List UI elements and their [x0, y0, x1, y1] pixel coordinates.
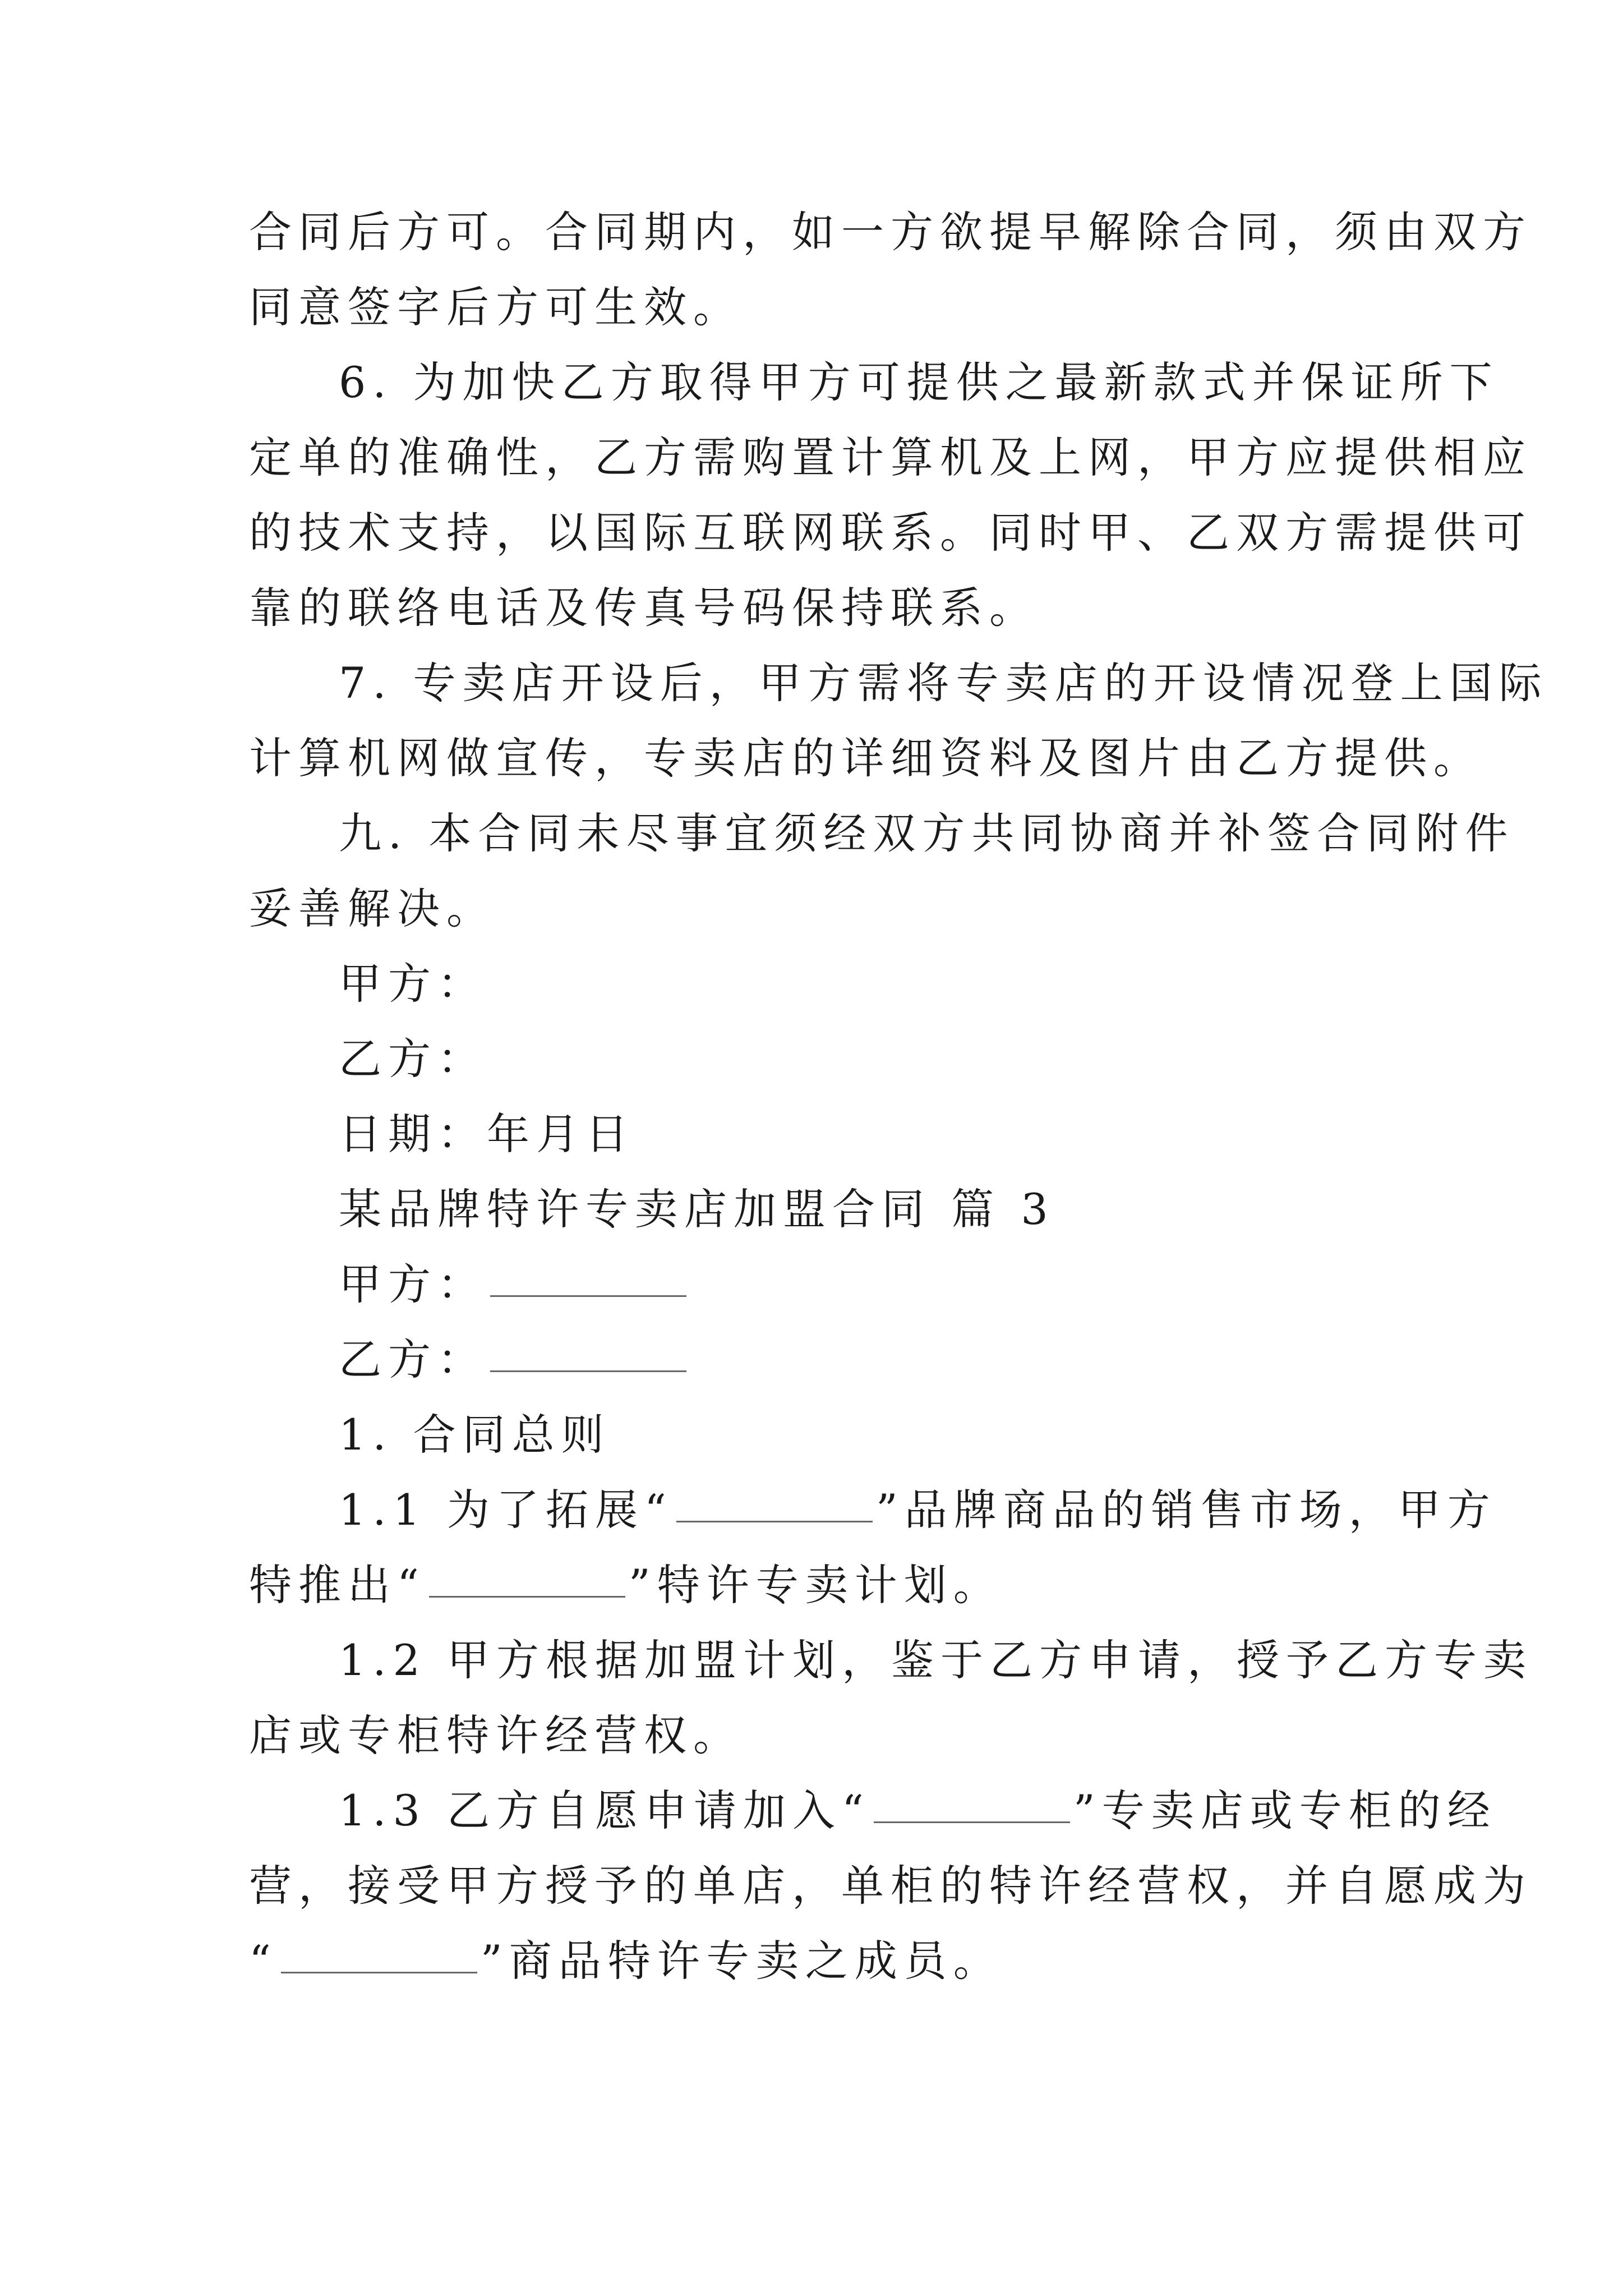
text-line: 的技术支持，以国际互联网联系。同时甲、乙双方需提供可 — [249, 508, 1532, 558]
contract-3-title: 某品牌特许专卖店加盟合同 篇 3 — [339, 1184, 1055, 1234]
clause-1-1-text-d: ”特许专卖计划。 — [628, 1560, 1003, 1610]
text-line: 计算机网做宣传，专卖店的详细资料及图片由乙方提供。 — [249, 733, 1483, 783]
text-line: 合同后方可。合同期内，如一方欲提早解除合同，须由双方 — [249, 207, 1532, 257]
party-b-signature-label: 乙方： — [339, 1034, 487, 1084]
clause-9-line: 九. 本合同未尽事宜须经双方共同协商并补签合同附件 — [339, 808, 1515, 858]
text-line: 店或专柜特许经营权。 — [249, 1710, 743, 1760]
clause-1-3-text-a: 1.3 乙方自愿申请加入“ — [339, 1786, 870, 1835]
party-b-label: 乙方： — [339, 1335, 487, 1384]
plan-blank — [429, 1557, 625, 1598]
party-a-label: 甲方： — [339, 1259, 487, 1309]
clause-1-1-text-a: 1.1 为了拓展“ — [339, 1485, 673, 1535]
clause-7-line: 7. 专卖店开设后，甲方需将专卖店的开设情况登上国际 — [339, 658, 1548, 708]
clause-1-1-text-b: ”品牌商品的销售市场，甲方 — [875, 1485, 1497, 1535]
clause-6-line: 6. 为加快乙方取得甲方可提供之最新款式并保证所下 — [339, 357, 1499, 407]
clause-1-3-text-b: ”专卖店或专柜的经 — [1073, 1786, 1497, 1835]
text-line: 定单的准确性，乙方需购置计算机及上网，甲方应提供相应 — [249, 432, 1532, 482]
clause-1-1-line-2 — [249, 1557, 1382, 1613]
text-line: 妥善解决。 — [249, 884, 496, 933]
clause-1-3-line-3 — [249, 1933, 1382, 1989]
text-line: 同意签字后方可生效。 — [249, 282, 743, 332]
clause-1-3-text-c: “ — [249, 1936, 278, 1986]
party-a-blank — [490, 1256, 686, 1297]
clause-1-3-text-d: ”商品特许专卖之成员。 — [480, 1936, 1003, 1986]
text-line: 营，接受甲方授予的单店，单柜的特许经营权，并自愿成为 — [249, 1861, 1532, 1911]
party-a-field — [339, 1257, 1472, 1313]
goods-blank — [281, 1932, 477, 1973]
party-a-signature-label: 甲方： — [339, 959, 487, 1009]
party-b-blank — [490, 1331, 686, 1372]
brand-blank — [676, 1481, 873, 1522]
clause-1-2-line: 1.2 甲方根据加盟计划，鉴于乙方申请，授予乙方专卖 — [339, 1635, 1533, 1685]
text-line: 靠的联络电话及传真号码保持联系。 — [249, 583, 1039, 633]
party-b-field — [339, 1332, 1472, 1388]
section-1-heading: 1. 合同总则 — [339, 1410, 611, 1460]
clause-1-1-line — [339, 1482, 1497, 1538]
date-label: 日期：年月日 — [339, 1109, 635, 1159]
clause-1-3-line — [339, 1783, 1497, 1839]
clause-1-1-text-c: 特推出“ — [249, 1560, 426, 1610]
store-blank — [874, 1782, 1070, 1823]
